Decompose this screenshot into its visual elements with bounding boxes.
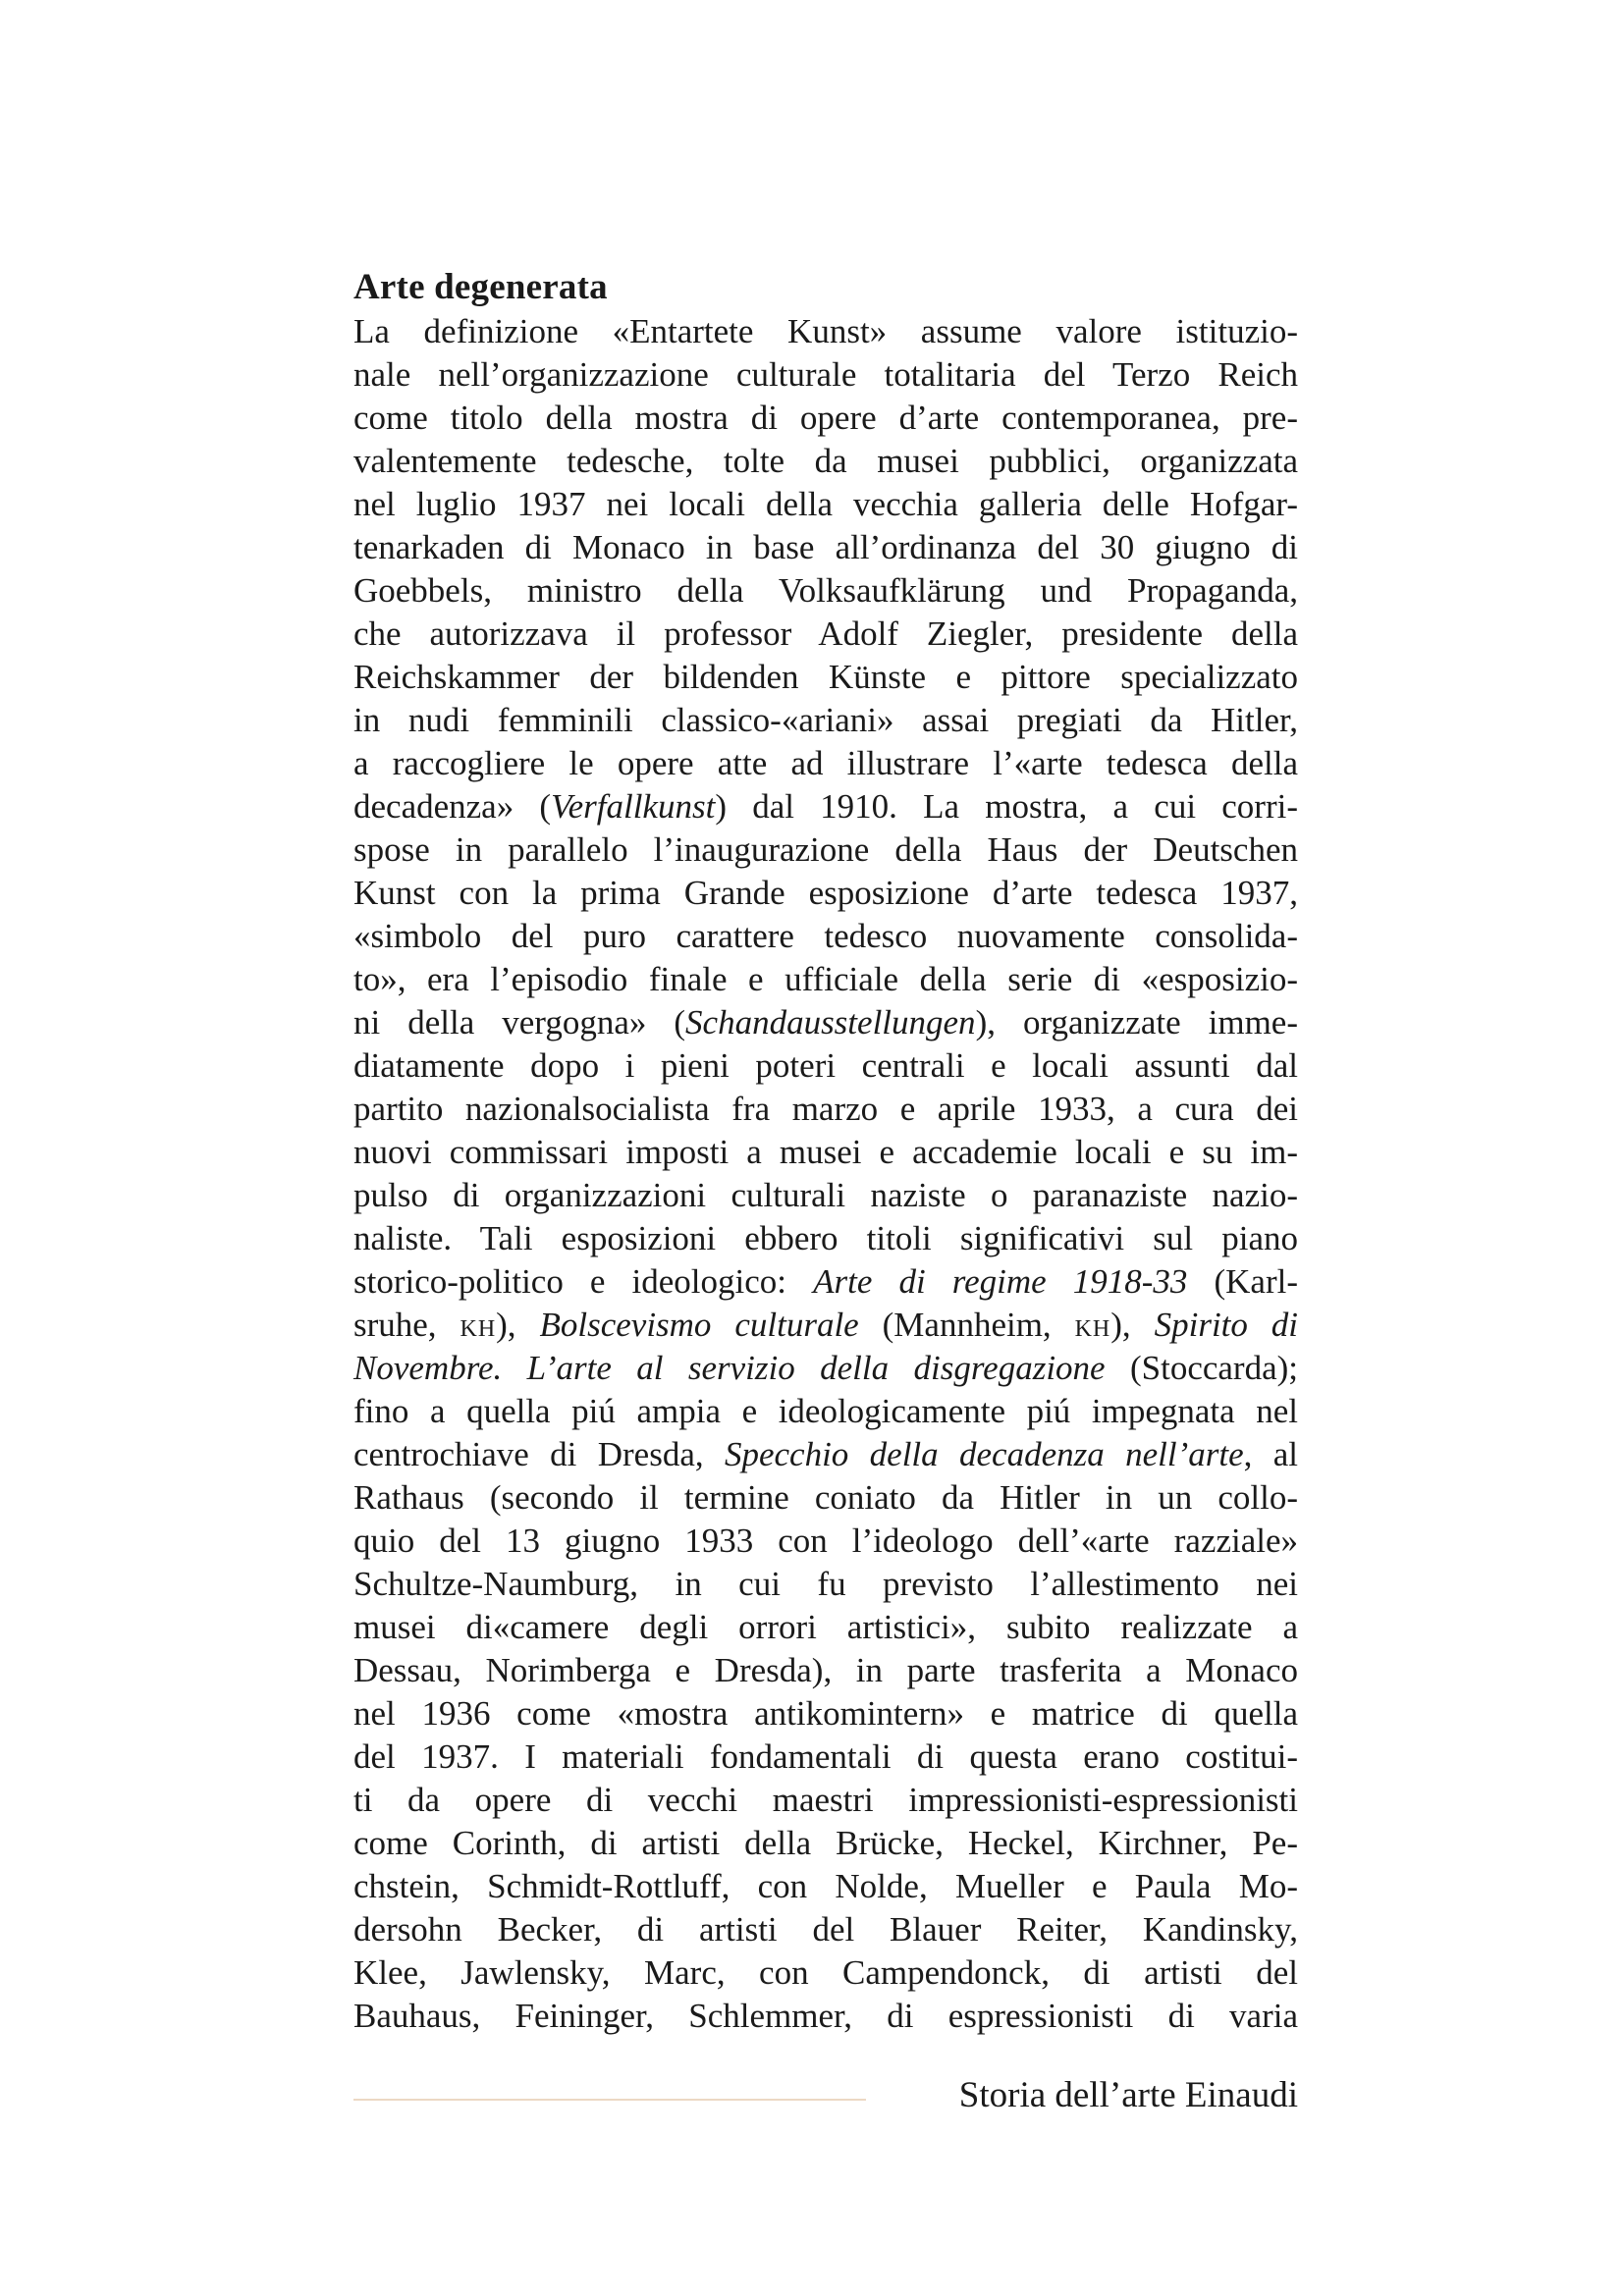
publication-title: Storia dell’arte Einaudi — [958, 2075, 1298, 2115]
text-line: ni della vergogna» (Schandausstellungen), organizzate imme- — [353, 1003, 1298, 1041]
page-footer — [353, 2067, 1298, 2126]
text-line: Klee, Jawlensky, Marc, con Campendonck, di artisti del — [353, 1953, 1298, 1992]
text-line: Kunst con la prima Grande esposizione d’arte tedesca 1937, — [353, 874, 1298, 912]
text-line: Goebbels, ministro della Volksaufklärung und Propaganda, — [353, 571, 1298, 610]
text-line: nuovi commissari imposti a musei e accademie locali e su im- — [353, 1133, 1298, 1171]
text-line: decadenza» (Verfallkunst) dal 1910. La mostra, a cui corri- — [353, 787, 1298, 826]
text-line: Novembre. L’arte al servizio della disgregazione (Stoccarda); — [353, 1349, 1298, 1387]
text-line: to», era l’episodio finale e ufficiale della serie di «esposizio- — [353, 960, 1298, 998]
text-line: Rathaus (secondo il termine coniato da Hitler in un collo- — [353, 1478, 1298, 1517]
text-line: diatamente dopo i pieni poteri centrali e locali assunti dal — [353, 1046, 1298, 1085]
text-line: come titolo della mostra di opere d’arte contemporanea, pre- — [353, 399, 1298, 437]
text-line: nel luglio 1937 nei locali della vecchia galleria delle Hofgar- — [353, 485, 1298, 523]
text-line: musei di«camere degli orrori artistici», subito realizzate a — [353, 1608, 1298, 1646]
text-line: valentemente tedesche, tolte da musei pubblici, organizzata — [353, 442, 1298, 480]
text-line: quio del 13 giugno 1933 con l’ideologo dell’«arte razziale» — [353, 1522, 1298, 1560]
text-line: naliste. Tali esposizioni ebbero titoli significativi sul piano — [353, 1219, 1298, 1257]
text-line: sruhe, KH), Bolscevismo culturale (Mannheim, KH), Spirito di — [353, 1306, 1299, 1344]
text-line: Schultze-Naumburg, in cui fu previsto l’allestimento nei — [353, 1565, 1298, 1603]
text-line: chstein, Schmidt-Rottluff, con Nolde, Mueller e Paula Mo- — [353, 1867, 1298, 1905]
text-line: Reichskammer der bildenden Künste e pittore specializzato — [353, 658, 1298, 696]
text-line: Bauhaus, Feininger, Schlemmer, di espressionisti di varia — [353, 1997, 1298, 2035]
text-line: che autorizzava il professor Adolf Ziegler, presidente della — [353, 614, 1298, 653]
text-line: fino a quella piú ampia e ideologicamente piú impegnata nel — [353, 1392, 1298, 1430]
text-line: del 1937. I materiali fondamentali di questa erano costitui- — [353, 1737, 1298, 1776]
article-title: Arte degenerata — [353, 267, 608, 307]
text-line: tenarkaden di Monaco in base all’ordinanza del 30 giugno di — [353, 528, 1298, 566]
text-line: La definizione «Entartete Kunst» assume valore istituzio- — [353, 312, 1298, 350]
text-line: ti da opere di vecchi maestri impressionisti-espressionisti — [353, 1781, 1298, 1819]
text-line: storico-politico e ideologico: Arte di regime 1918-33 (Karl- — [353, 1262, 1298, 1301]
text-line: spose in parallelo l’inaugurazione della Haus der Deutschen — [353, 830, 1298, 869]
text-line: nale nell’organizzazione culturale totalitaria del Terzo Reich — [353, 355, 1298, 394]
text-line: «simbolo del puro carattere tedesco nuovamente consolida- — [353, 917, 1298, 955]
text-line: pulso di organizzazioni culturali naziste o paranaziste nazio- — [353, 1176, 1298, 1214]
text-line: in nudi femminili classico-«ariani» assai pregiati da Hitler, — [353, 701, 1298, 739]
text-line: a raccogliere le opere atte ad illustrare l’«arte tedesca della — [353, 744, 1298, 782]
text-line: dersohn Becker, di artisti del Blauer Reiter, Kandinsky, — [353, 1910, 1298, 1949]
article-body — [353, 310, 1298, 2038]
text-line: centrochiave di Dresda, Specchio della decadenza nell’arte, al — [353, 1435, 1298, 1473]
article — [353, 265, 1298, 2038]
text-line: come Corinth, di artisti della Brücke, Heckel, Kirchner, Pe- — [353, 1824, 1298, 1862]
footer-rule — [353, 2099, 866, 2101]
text-line: partito nazionalsocialista fra marzo e aprile 1933, a cura dei — [353, 1090, 1298, 1128]
text-line: nel 1936 come «mostra antikomintern» e matrice di quella — [353, 1694, 1298, 1733]
text-line: Dessau, Norimberga e Dresda), in parte trasferita a Monaco — [353, 1651, 1298, 1689]
